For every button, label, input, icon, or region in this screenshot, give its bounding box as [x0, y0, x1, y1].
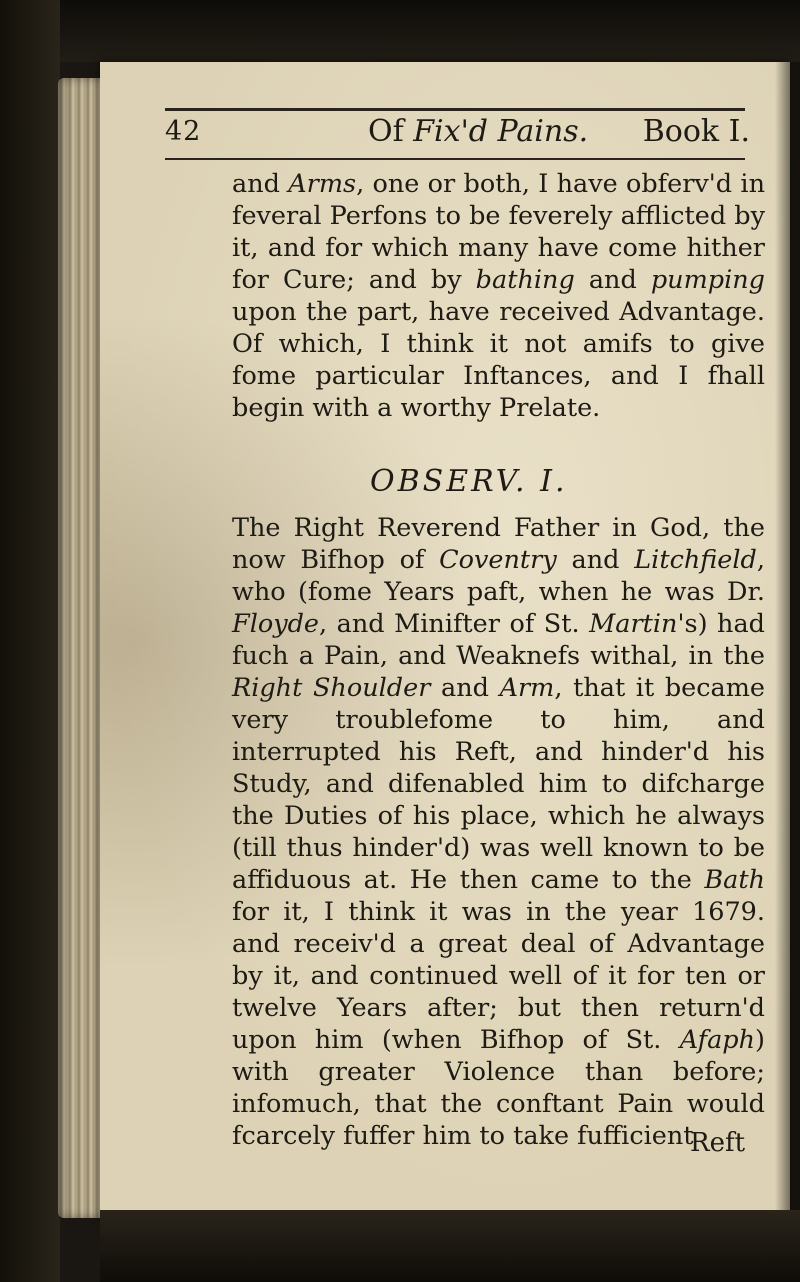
- text-segment: , who (fome Years paft, when he was Dr.: [232, 545, 765, 607]
- italic-text-segment: bathing: [475, 265, 575, 295]
- italic-text-segment: Coventry: [439, 545, 557, 575]
- page-bottom-shadow: [100, 1210, 800, 1282]
- text-segment: , and Minifter of St.: [319, 609, 590, 639]
- scan-background-left: [0, 0, 60, 1282]
- running-head: [165, 114, 750, 156]
- text-segment: for it, I think it was in the year 1679. and receiv'd a great deal of Advantage by it, and continued well of it for ten or twelve Years after; but then return'd upon him (when Bifhop of St.: [232, 897, 765, 1055]
- page-edge-shadow: [775, 62, 800, 1222]
- italic-text-segment: Martin: [589, 609, 678, 639]
- text-segment: and: [556, 545, 635, 575]
- text-segment: and: [232, 169, 289, 199]
- running-title-italic: Fix'd Pains.: [413, 114, 589, 149]
- italic-text-segment: Arm: [499, 673, 555, 703]
- scan-background-top: [0, 0, 800, 62]
- italic-text-segment: pumping: [650, 265, 765, 295]
- italic-text-segment: Floyde: [232, 609, 320, 639]
- header-rule-top: [165, 108, 745, 111]
- italic-text-segment: Right Shoulder: [232, 673, 431, 703]
- text-segment: and: [430, 673, 500, 703]
- paragraph-intro: [232, 168, 765, 424]
- page-number: 42: [165, 116, 202, 147]
- italic-text-segment: Bath: [704, 865, 765, 895]
- text-segment: , one or both, I have obferv'd in feveral Perfons to be feverely afflicted by it, and for which many have come hither for Cure; and by: [232, 169, 765, 295]
- text-segment: ) with greater Violence than before; infomuch, that the conftant Pain would fcarcely fuffer him to take fufficient: [232, 1025, 765, 1151]
- text-segment: and: [574, 265, 651, 295]
- italic-text-segment: Arms: [288, 169, 357, 199]
- book-number: Book I.: [642, 114, 750, 149]
- header-rule-bottom: [165, 158, 745, 160]
- text-segment: upon the part, have received Advantage. Of which, I think it not amifs to give fome particular Inftances, and I fhall begin with a worthy Prelate.: [232, 297, 765, 423]
- running-title: [368, 114, 588, 149]
- text-segment: The Right Reverend Father in God, the now Bifhop of: [232, 513, 765, 575]
- italic-text-segment: Litchfield: [634, 545, 757, 575]
- text-segment: , that it became very troublefome to him, and interrupted his Reft, and hinder'd his Study, and difenabled him to difcharge the Duties of his place, which he always (till thus hinder'd) was well known to be affiduous at. He then came to the: [232, 673, 765, 895]
- paragraph-observation-1: [232, 512, 765, 1152]
- observation-heading: OBSERV. I.: [370, 464, 568, 499]
- italic-text-segment: Afaph: [679, 1025, 756, 1055]
- catchword: Reft: [690, 1128, 746, 1158]
- text-segment: 's) had fuch a Pain, and Weaknefs withal, in the: [232, 609, 765, 671]
- running-title-prefix: Of: [368, 114, 414, 149]
